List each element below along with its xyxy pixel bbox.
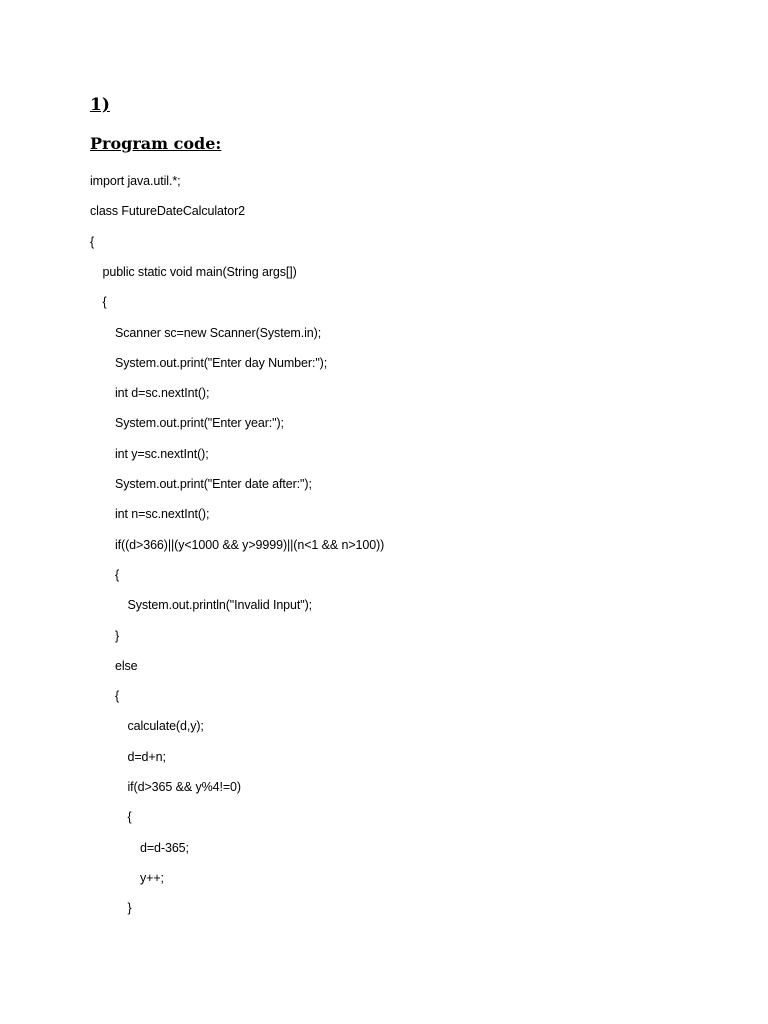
code-line: calculate(d,y); — [127, 719, 204, 734]
code-line: int y=sc.nextInt(); — [115, 446, 209, 461]
code-line: else — [115, 658, 138, 673]
question-number: 1) — [90, 95, 110, 115]
code-line: } — [115, 628, 120, 643]
code-line: class FutureDateCalculator2 — [90, 204, 246, 219]
code-line: { — [115, 567, 120, 582]
code-line: System.out.print("Enter day Number:"); — [115, 355, 328, 370]
code-line: d=d+n; — [127, 749, 166, 764]
code-line: d=d-365; — [140, 840, 189, 855]
code-line: System.out.print("Enter date after:"); — [115, 477, 312, 491]
code-line: { — [115, 689, 120, 704]
code-line: } — [127, 901, 132, 916]
code-line: { — [127, 810, 132, 825]
section-heading: Program code: — [90, 134, 222, 153]
code-line: System.out.print("Enter year:"); — [115, 416, 284, 431]
code-line: int d=sc.nextInt(); — [115, 386, 210, 401]
code-line: public static void main(String args[]) — [102, 264, 297, 279]
code-line: System.out.println("Invalid Input"); — [127, 598, 313, 613]
code-line: import java.util.*; — [90, 174, 181, 188]
code-line: Scanner sc=new Scanner(System.in); — [115, 325, 322, 340]
code-line: y++; — [140, 870, 164, 885]
code-line: if((d>366)||(y<1000 && y>9999)||(n<1 && n>100)) — [115, 537, 385, 552]
code-line: { — [102, 295, 107, 310]
code-line: { — [90, 234, 95, 249]
code-line: if(d>365 && y%4!=0) — [127, 780, 241, 794]
code-line: int n=sc.nextInt(); — [115, 507, 210, 522]
